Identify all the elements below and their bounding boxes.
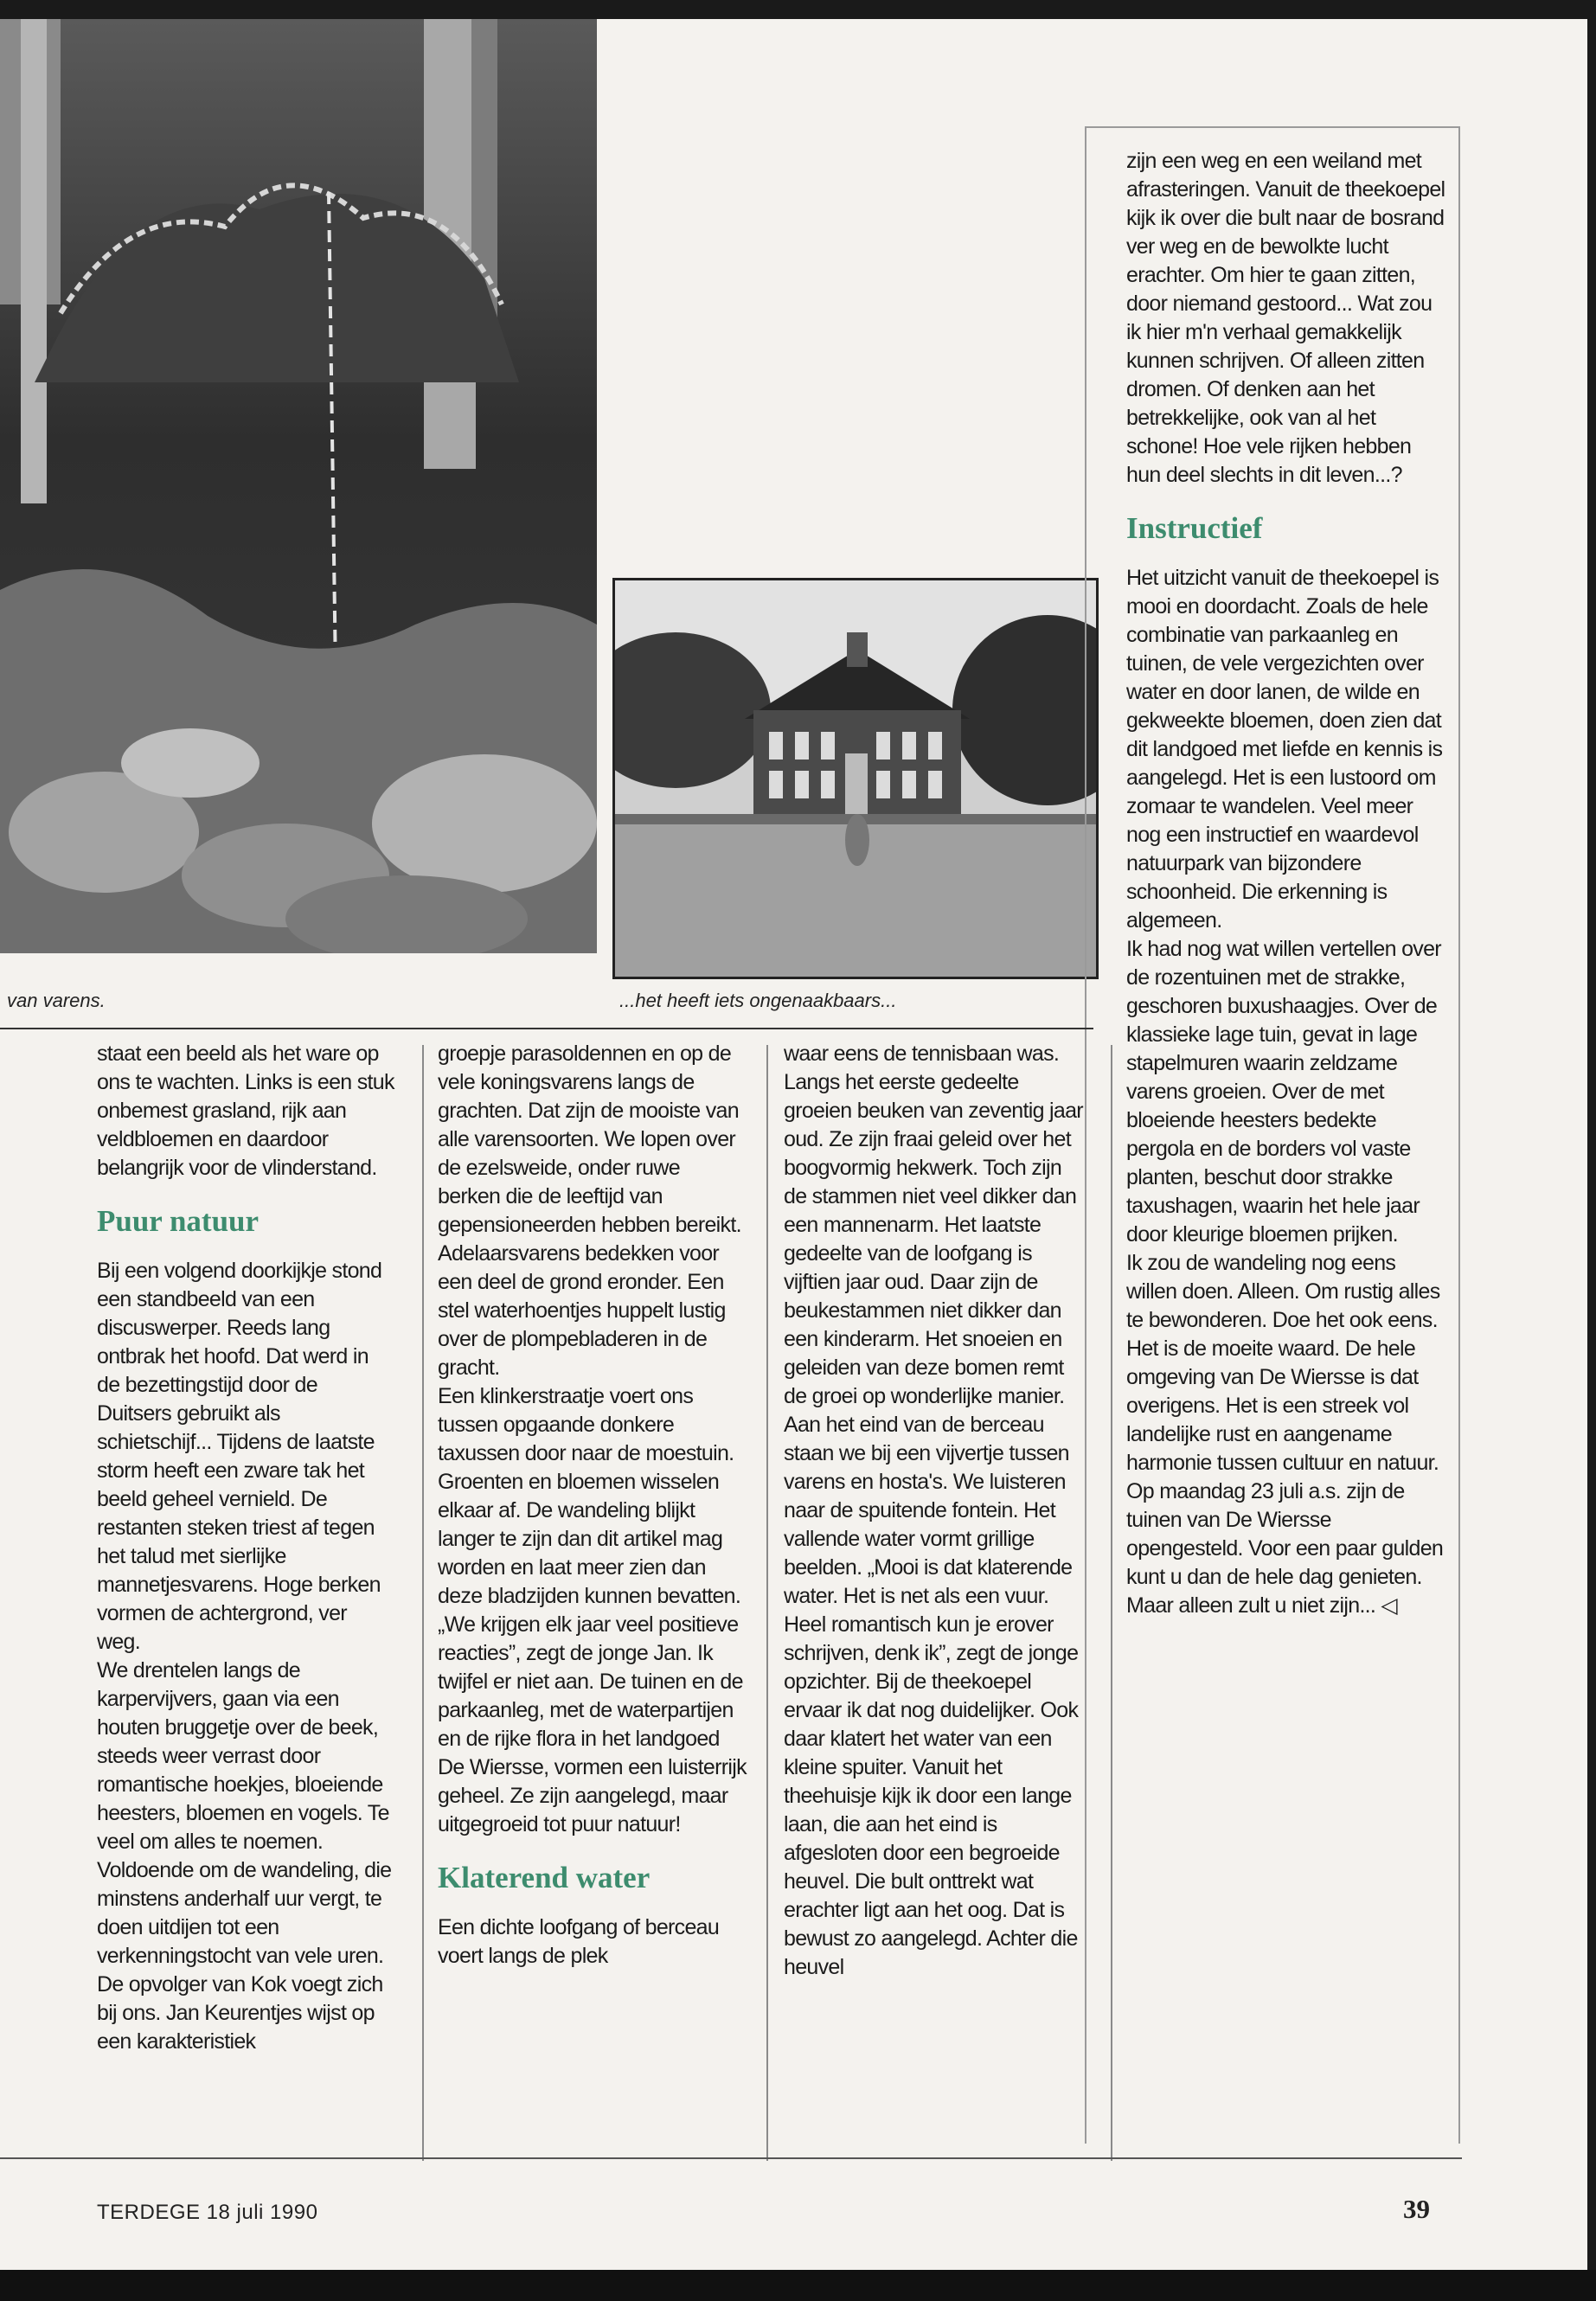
footer-rule [0,2157,1462,2159]
photo-caption-right: ...het heeft iets ongenaakbaars... [619,990,897,1011]
paragraph: Een klinkerstraatje voert ons tussen opgaande donkere taxussen door naar de moestuin. Groenten en bloemen wisselen elkaar af. De wandeling blijkt langer te zijn dan dit artikel mag worden en laat meer zien dan deze bladzijden kunnen bevatten. „We krijgen elk jaar veel positieve reacties”, zegt de jonge Jan. Ik twijfel er niet aan. De tuinen en de parkaanleg, met de waterpartijen en de rijke flora in het landgoed De Wiersse, vormen een luisterrijk geheel. Ze zijn aangelegd, maar uitgegroeid tot puur natuur! [438,1384,747,1836]
magazine-page [0,19,1587,2284]
article-column-4 [1126,147,1446,1620]
paragraph: staat een beeld als het ware op ons te wachten. Links is een stuk onbemest grasland, rijk aan veldbloemen en daardoor belangrijk voor de vlinderstand. [97,1042,394,1180]
section-heading: Klaterend water [438,1861,651,1894]
column-divider [422,1045,424,2161]
paragraph: We drentelen langs de karpervijvers, gaan via een houten bruggetje over de beek, steeds weer verrast door romantische hoekjes, bloeiende heesters, bloemen en vogels. Te veel om alles te noemen. Voldoende om de wandeling, die minstens anderhalf uur vergt, te doen uitdijen tot een verkenningstocht van vele uren. [97,1658,392,1968]
paragraph: groepje parasoldennen en op de vele koningsvarens langs de grachten. Dat zijn de mooiste van alle varensoorten. We lopen over de ezelsweide, onder ruwe berken die de leeftijd van gepensioneerden hebben bereikt. Adelaarsvarens bedekken voor een deel de grond eronder. Een stel waterhoentjes huppelt lustig over de plompebladeren in de gracht. [438,1042,741,1380]
paragraph: Ik had nog wat willen vertellen over de rozentuinen met de strakke, geschoren buxushaagjes. Over de klassieke lage tuin, gevat in lage stapelmuren waarin zeldzame varens groeien. Over de met bloeiende heesters bedekte pergola en de borders vol vaste planten, beschut door strakke taxushagen, waarin het hele jaar door kleurige bloemen prijken. [1126,937,1441,1247]
paragraph: zijn een weg en een weiland met afrasteringen. Vanuit de theekoepel kijk ik over die bult naar de bosrand ver weg en de bewolkte lucht erachter. Om hier te gaan zitten, door niemand gestoord... Wat zou ik hier m'n verhaal gemakkelijk kunnen schrijven. Of alleen zitten dromen. Of denken aan het betrekkelijke, ook van al het schone! Hoe vele rijken hebben hun deel slechts in dit leven...? [1126,149,1445,487]
paragraph: Bij een volgend doorkijkje stond een standbeeld van een discuswerper. Reeds lang ontbrak het hoofd. Dat werd in de bezettingstijd door de Duitsers gebruikt als schietschijf... Tijdens de laatste storm heeft een zware tak het beeld geheel vernield. De restanten steken triest af tegen het talud met sierlijke mannetjesvarens. Hoge berken vormen de achtergrond, ver weg. [97,1259,382,1654]
column-divider [766,1045,768,2161]
paragraph: Een dichte loofgang of berceau voert langs de plek [438,1915,720,1968]
publication-line: TERDEGE 18 juli 1990 [97,2201,318,2224]
section-heading: Instructief [1126,511,1263,545]
column-divider [1111,1045,1112,2161]
caption-rule [0,1028,1093,1029]
article-column-1 [97,1040,395,2056]
paragraph: waar eens de tennisbaan was. Langs het eerste gedeelte groeien beuken van zeventig jaar oud. Ze zijn fraai geleid over het boogvormig hekwerk. Toch zijn de stammen niet veel dikker dan een mannenarm. Het laatste gedeelte van de loofgang is vijftien jaar oud. Daar zijn de beukestammen niet dikker dan een kinderarm. Het snoeien en geleiden van deze bomen remt de groei op wonderlijke manier. [784,1042,1083,1408]
article-column-2 [438,1040,747,1971]
paragraph: Ik zou de wandeling nog eens willen doen. Alleen. Om rustig alles te bewonderen. Doe het ook eens. Het is de moeite waard. De hele omgeving van De Wiersse is dat overigens. Het is een streek vol landelijke rust en aangename harmonie tussen cultuur en natuur. Op maandag 23 juli a.s. zijn de tuinen van De Wiersse opengesteld. Voor een paar gulden kunt u dan de hele dag genieten. Maar alleen zult u niet zijn... ◁ [1126,1251,1444,1618]
paragraph: De opvolger van Kok voegt zich bij ons. Jan Keurentjes wijst op een karakteristiek [97,1972,383,2054]
page-number: 39 [1403,2194,1430,2224]
photo-caption-left: van varens. [7,990,106,1011]
manor-photo [612,578,1099,979]
article-column-3 [784,1040,1086,1982]
paragraph: Aan het eind van de berceau staan we bij een vijvertje tussen varens en hosta's. We luisteren naar de spuitende fontein. Het vallende water vormt grillige beelden. „Mooi is dat klaterende water. Het is net als een vuur. Heel romantisch kun je erover schrijven, denk ik”, zegt de jonge opzichter. Bij de theekoepel ervaar ik dat nog duidelijker. Ook daar klatert het water van een kleine spuiter. Vanuit het theehuisje kijk ik door een lange laan, die aan het eind is afgesloten door een begroeide heuvel. Die bult onttrekt wat erachter ligt aan het oog. Dat is bewust zo aangelegd. Achter die heuvel [784,1413,1079,1979]
garden-photo [0,19,597,953]
scan-edge [0,2270,1596,2301]
section-heading: Puur natuur [97,1204,260,1238]
paragraph: Het uitzicht vanuit de theekoepel is mooi en doordacht. Zoals de hele combinatie van parkaanleg en tuinen, de vele vergezichten over water en door lanen, de wilde en gekweekte bloemen, doen zien dat dit landgoed met liefde en kennis is aangelegd. Het is een lustoord om zomaar te wandelen. Veel meer nog een instructief en waardevol natuurpark van bijzondere schoonheid. Die erkenning is algemeen. [1126,566,1443,933]
